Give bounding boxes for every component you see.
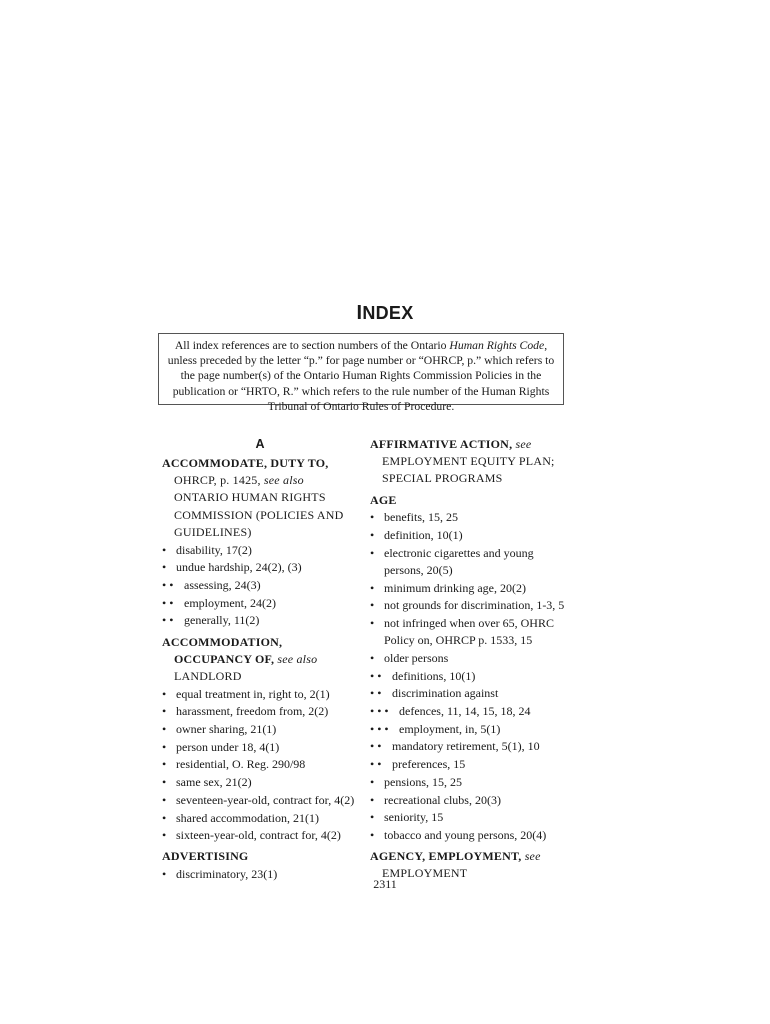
list-item: • sixteen-year-old, contract for, 4(2) (162, 828, 341, 843)
list-item: • person under 18, 4(1) (162, 739, 280, 754)
list-item: • • preferences, 15 (370, 757, 466, 772)
index-title: INDEX (356, 302, 414, 324)
list-item: • harassment, freedom from, 2(2) (162, 704, 329, 719)
right-column (370, 436, 570, 883)
list-item: • seventeen-year-old, contract for, 4(2) (162, 792, 355, 807)
list-item: • • discrimination against (370, 686, 499, 701)
list-item: • not infringed when over 65, OHRC Policy on, OHRCP p. 1533, 15 (370, 616, 554, 648)
page-number: 2311 (373, 877, 397, 891)
entry-accommodate-duty: ACCOMMODATE, DUTY TO, OHRCP, p. 1425, see also ONTARIO HUMAN RIGHTS COMMISSION (POLICIES AND GUIDELINES) (162, 456, 344, 539)
code-name: Human Rights Code (449, 339, 545, 352)
list-item: • same sex, 21(2) (162, 775, 252, 790)
list-item: • minimum drinking age, 20(2) (370, 580, 526, 595)
list-item: • discriminatory, 23(1) (162, 867, 278, 882)
list-item: • tobacco and young persons, 20(4) (370, 827, 547, 842)
list-item: • residential, O. Reg. 290/98 (162, 757, 306, 772)
list-item: • definition, 10(1) (370, 528, 463, 543)
list-item: • benefits, 15, 25 (370, 510, 458, 525)
entry-advertising: ADVERTISING (162, 849, 249, 864)
list-item: • • mandatory retirement, 5(1), 10 (370, 739, 540, 754)
list-item: • • generally, 11(2) (162, 613, 260, 628)
list-item: • • • defences, 11, 14, 15, 18, 24 (370, 704, 531, 719)
list-item: • equal treatment in, right to, 2(1) (162, 686, 330, 701)
list-item: • pensions, 15, 25 (370, 774, 462, 789)
left-column (162, 436, 358, 883)
list-item: • not grounds for discrimination, 1-3, 5 (370, 598, 565, 613)
section-letter: A (255, 437, 265, 451)
list-item: • owner sharing, 21(1) (162, 722, 277, 737)
list-item: • recreational clubs, 20(3) (370, 792, 501, 807)
list-item: • • definitions, 10(1) (370, 668, 476, 683)
list-item: • disability, 17(2) (162, 542, 252, 557)
entry-age: AGE (370, 492, 397, 507)
list-item: • electronic cigarettes and young persons, 20(5) (370, 545, 534, 577)
list-item: • • employment, 24(2) (162, 595, 276, 610)
list-item: • seniority, 15 (370, 810, 444, 825)
list-item: • older persons (370, 650, 449, 665)
entry-accommodation-occupancy: ACCOMMODATION, OCCUPANCY OF, see also LANDLORD (162, 634, 318, 683)
index-note-box: All index references are to section numbers of the Ontario Human Rights Code, unless preceded by the letter “p.” for page number or “OHRCP, p.” which refers to the page number(s) of the Ontario Human Rights Commission Policies in the publication or “HRTO, R.” which refers to the rule number of the Human Rights Tribunal of Ontario Rules of Procedure. (158, 333, 564, 405)
list-item: • undue hardship, 24(2), (3) (162, 560, 302, 575)
list-item: • • assessing, 24(3) (162, 577, 261, 592)
entry-affirmative-action: AFFIRMATIVE ACTION, see EMPLOYMENT EQUITY PLAN; SPECIAL PROGRAMS (370, 437, 555, 486)
entry-agency-employment: AGENCY, EMPLOYMENT, see EMPLOYMENT (370, 849, 541, 881)
list-item: • shared accommodation, 21(1) (162, 810, 319, 825)
list-item: • • • employment, in, 5(1) (370, 721, 501, 736)
